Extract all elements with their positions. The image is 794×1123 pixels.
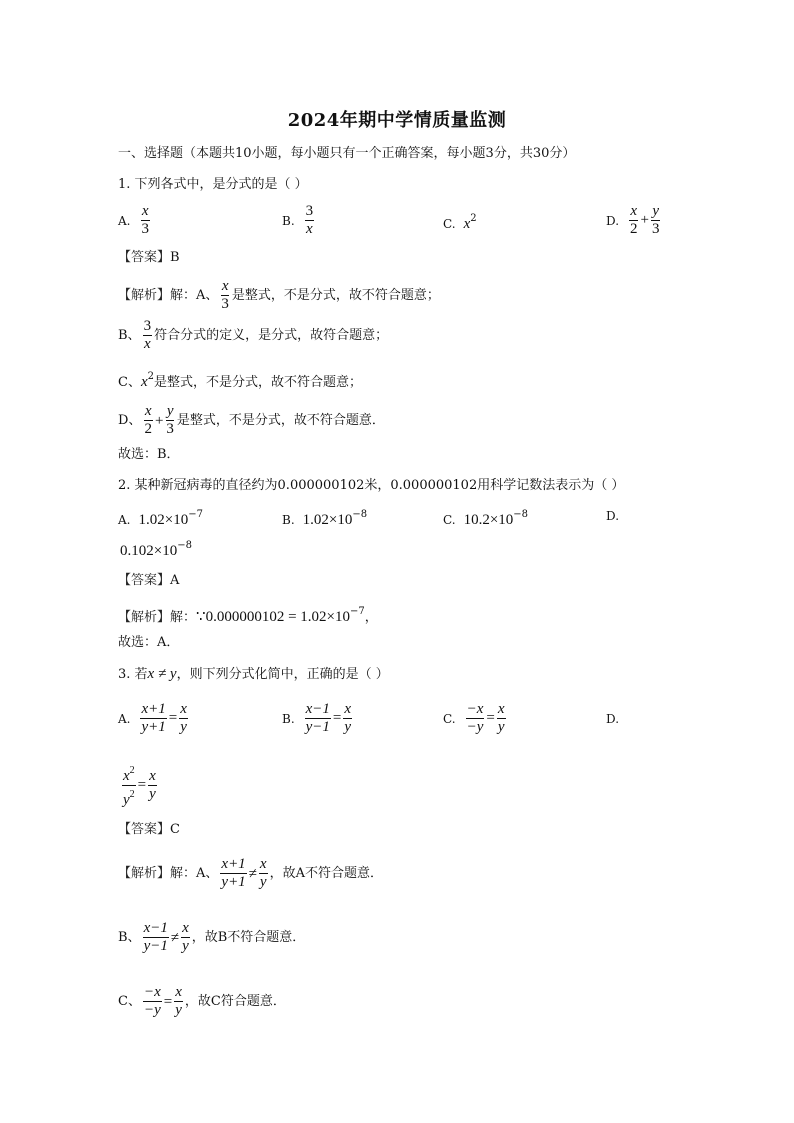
q1-option-b-label: B. bbox=[282, 213, 295, 228]
fraction-x-over-3: $\frac{x}{3}$ bbox=[141, 203, 149, 237]
q3-analysis-c: C、 $\frac{-x}{-y}$ = $\frac{x}{y}$ ，故C符合题意． bbox=[118, 984, 286, 1018]
fraction-3-over-x: $\frac{3}{x}$ bbox=[305, 203, 314, 237]
q3-option-d-value: $\frac{x^2}{y^2}$ = $\frac{x}{y}$ bbox=[120, 762, 159, 809]
q1-option-a-label: A. bbox=[118, 213, 131, 228]
section-heading: 一、选择题（本题共10小题，每小题只有一个正确答案，每小题3分，共30分） bbox=[118, 146, 576, 161]
q3-option-a: A. $\frac{x+1}{y+1}$ = $\frac{x}{y}$ bbox=[118, 701, 187, 735]
q2-option-d-label: D. bbox=[606, 509, 620, 523]
q2-option-a: A. $1.02\times 10^{-7}$ bbox=[118, 509, 203, 528]
page-title: 2024年期中学情质量监测 bbox=[287, 110, 507, 131]
q2-answer: 【答案】A bbox=[118, 573, 180, 588]
q1-conclusion: 故选：B． bbox=[118, 447, 180, 462]
q3-option-b: B. $\frac{x-1}{y-1}$ = $\frac{x}{y}$ bbox=[282, 701, 352, 735]
q1-option-c: C. $x^2$ bbox=[443, 213, 477, 232]
q1-option-b bbox=[282, 203, 316, 238]
q3-answer: 【答案】C bbox=[118, 822, 180, 837]
q1-analysis-b: B、 $\frac{3}{x}$ 符合分式的定义，是分式，故符合题意； bbox=[118, 318, 389, 352]
q2-option-c: C. $10.2\times 10^{-8}$ bbox=[443, 509, 529, 528]
q2-stem: 2. 某种新冠病毒的直径约为0.000000102米，0.000000102用科学记数法表示为（ ） bbox=[118, 478, 625, 493]
q2-conclusion: 故选：A． bbox=[118, 635, 180, 650]
q1-option-a bbox=[118, 203, 152, 238]
q3-option-d-label: D. bbox=[606, 712, 620, 726]
q1-answer: 【答案】B bbox=[118, 250, 180, 265]
q2-option-d-value: $0.102\times 10^{-8}$ bbox=[120, 540, 192, 559]
q1-analysis-d: D、 $\frac{x}{2}$ + $\frac{y}{3}$ 是整式，不是分式，故不符合题意． bbox=[118, 403, 385, 437]
q3-option-c: C. $\frac{-x}{-y}$ = $\frac{x}{y}$ bbox=[443, 701, 505, 735]
q3-analysis-a: 【解析】 解：A、 $\frac{x+1}{y+1}$ ≠ $\frac{x}{y}$ ，故A不符合题意． bbox=[118, 856, 383, 890]
q1-option-c-label: C. bbox=[443, 217, 456, 231]
q1-analysis-c: C、$x^2$是整式，不是分式，故不符合题意； bbox=[118, 371, 363, 390]
q1-stem: 1. 下列各式中，是分式的是（ ） bbox=[118, 177, 308, 192]
q1-analysis-a: 【解析】 解：A、 $\frac{x}{3}$ 是整式，不是分式，故不符合题意； bbox=[118, 278, 440, 312]
q2-option-b: B. $1.02\times 10^{-8}$ bbox=[282, 509, 368, 528]
q1-option-d-label: D. bbox=[606, 213, 620, 228]
q3-stem: 3. 若x ≠ y，则下列分式化简中，正确的是（ ） bbox=[118, 666, 389, 682]
q2-analysis: 【解析】解：∵0.000000102 = $1.02\times 10^{-7}$， bbox=[118, 606, 378, 625]
q1-option-d: D. $\frac{x}{2}$ + $\frac{y}{3}$ bbox=[606, 203, 660, 237]
q3-analysis-b: B、 $\frac{x-1}{y-1}$ ≠ $\frac{x}{y}$ ，故B不符合题意． bbox=[118, 920, 306, 954]
